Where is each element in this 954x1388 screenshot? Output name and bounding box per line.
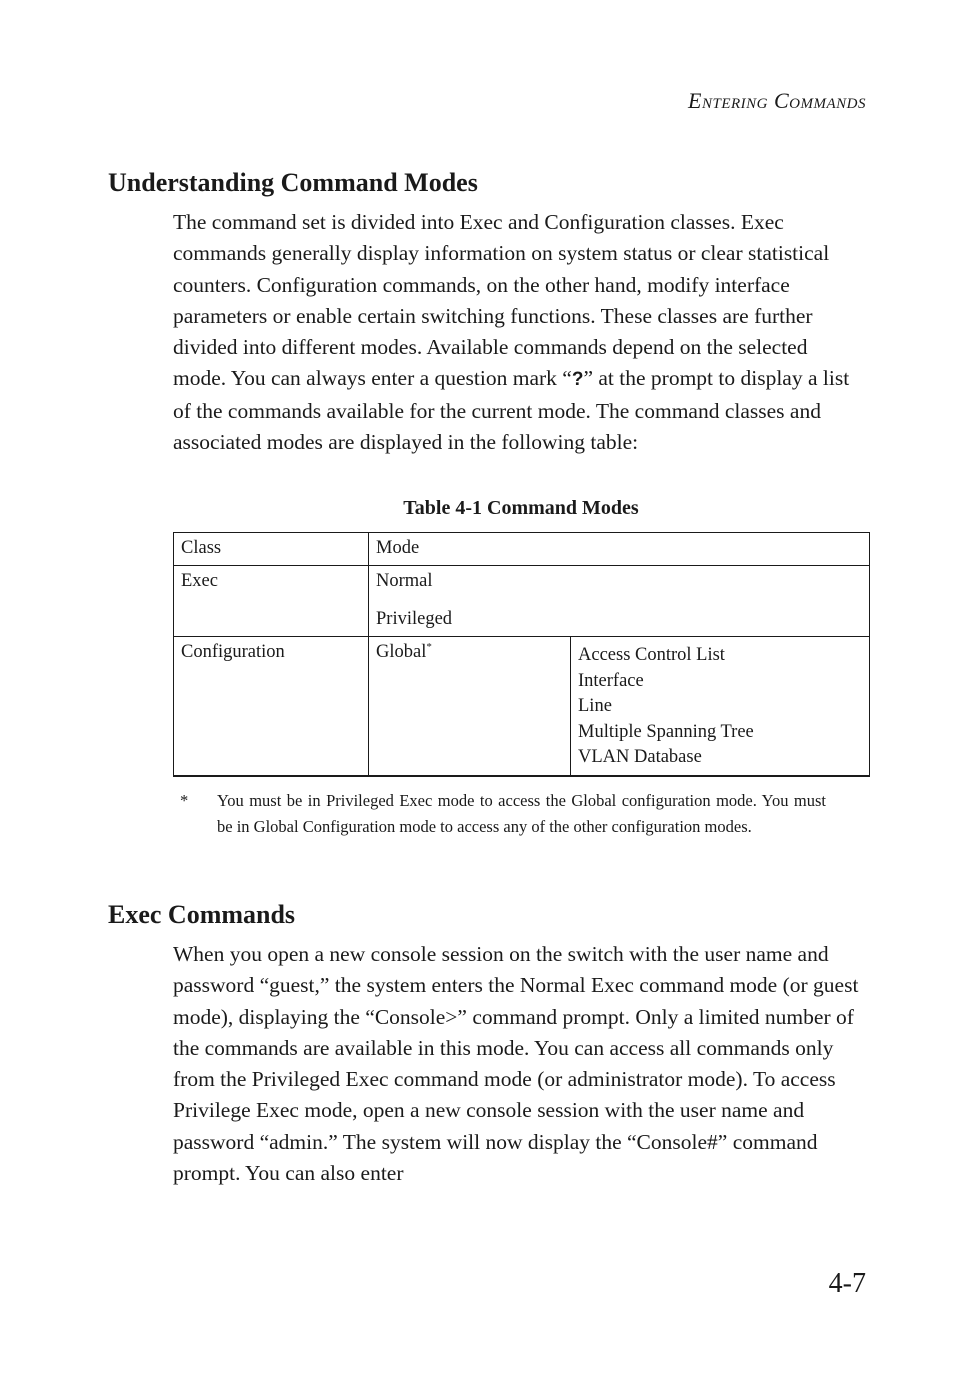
exec-modes-cell bbox=[369, 566, 870, 637]
question-mark-glyph: ? bbox=[571, 369, 584, 391]
submode-line: Line bbox=[578, 696, 612, 716]
submode-interface: Interface bbox=[578, 670, 644, 691]
header-class-cell: Class bbox=[174, 533, 369, 566]
page-number: 4-7 bbox=[828, 1268, 866, 1299]
paragraph-text-before: The command set is divided into Exec and Configuration classes. Exec commands generally display information on system status or clear statistical counters. Configuration commands, on the other hand, modify interface parameters or enable certain switching functions. These classes are further divided into different modes. Available commands depend on the selected mode. You can always enter a question mark “ bbox=[173, 210, 830, 391]
mode-privileged: Privileged bbox=[376, 609, 453, 629]
config-class-cell: Configuration bbox=[174, 637, 369, 776]
mode-global: Global bbox=[376, 642, 427, 662]
running-head: Entering Commands bbox=[688, 88, 866, 113]
mode-normal: Normal bbox=[376, 571, 433, 591]
submode-acl: Access Control List bbox=[578, 645, 725, 665]
submode-mst: Multiple Spanning Tree bbox=[578, 721, 754, 742]
table-header-row bbox=[174, 533, 870, 566]
exec-commands-paragraph: When you open a new console session on the switch with the user name and password “guest,” the system enters the Normal Exec command mode (or guest mode), displaying the “Console>” command prompt. Only a limited number of the commands are available in this mode. You can access all commands only from the Privileged Exec command mode (or administrator mode). To access Privilege Exec mode, open a new console session with the user name and password “admin.” The system will now display the “Console#” command prompt. You can also enter bbox=[173, 942, 859, 1186]
footnote-text: You must be in Privileged Exec mode to access the Global configuration mode. You must be in Global Configuration mode to access any of the other configuration modes. bbox=[217, 791, 826, 836]
table-footnote bbox=[180, 788, 826, 840]
table-row-exec bbox=[174, 566, 870, 637]
submode-vlan-database: VLAN Database bbox=[578, 747, 702, 767]
section-heading-command-modes: Understanding Command Modes bbox=[108, 168, 478, 197]
config-submodes-cell bbox=[571, 637, 870, 776]
table-row-configuration bbox=[174, 637, 870, 776]
exec-class-cell: Exec bbox=[174, 566, 369, 637]
section-heading-exec-commands: Exec Commands bbox=[108, 900, 296, 929]
header-mode-cell: Mode bbox=[369, 533, 870, 566]
footnote-mark: * bbox=[180, 791, 189, 810]
command-modes-paragraph bbox=[173, 207, 863, 458]
footnote-marker: * bbox=[426, 640, 432, 653]
paragraph-text-after: ” at the prompt to display a list of the commands available for the current mode. The command classes and associated modes are displayed in the following table: bbox=[173, 366, 850, 455]
command-modes-table bbox=[173, 532, 870, 777]
table-caption: Table 4-1 Command Modes bbox=[403, 497, 639, 519]
config-mode-cell bbox=[369, 637, 571, 776]
